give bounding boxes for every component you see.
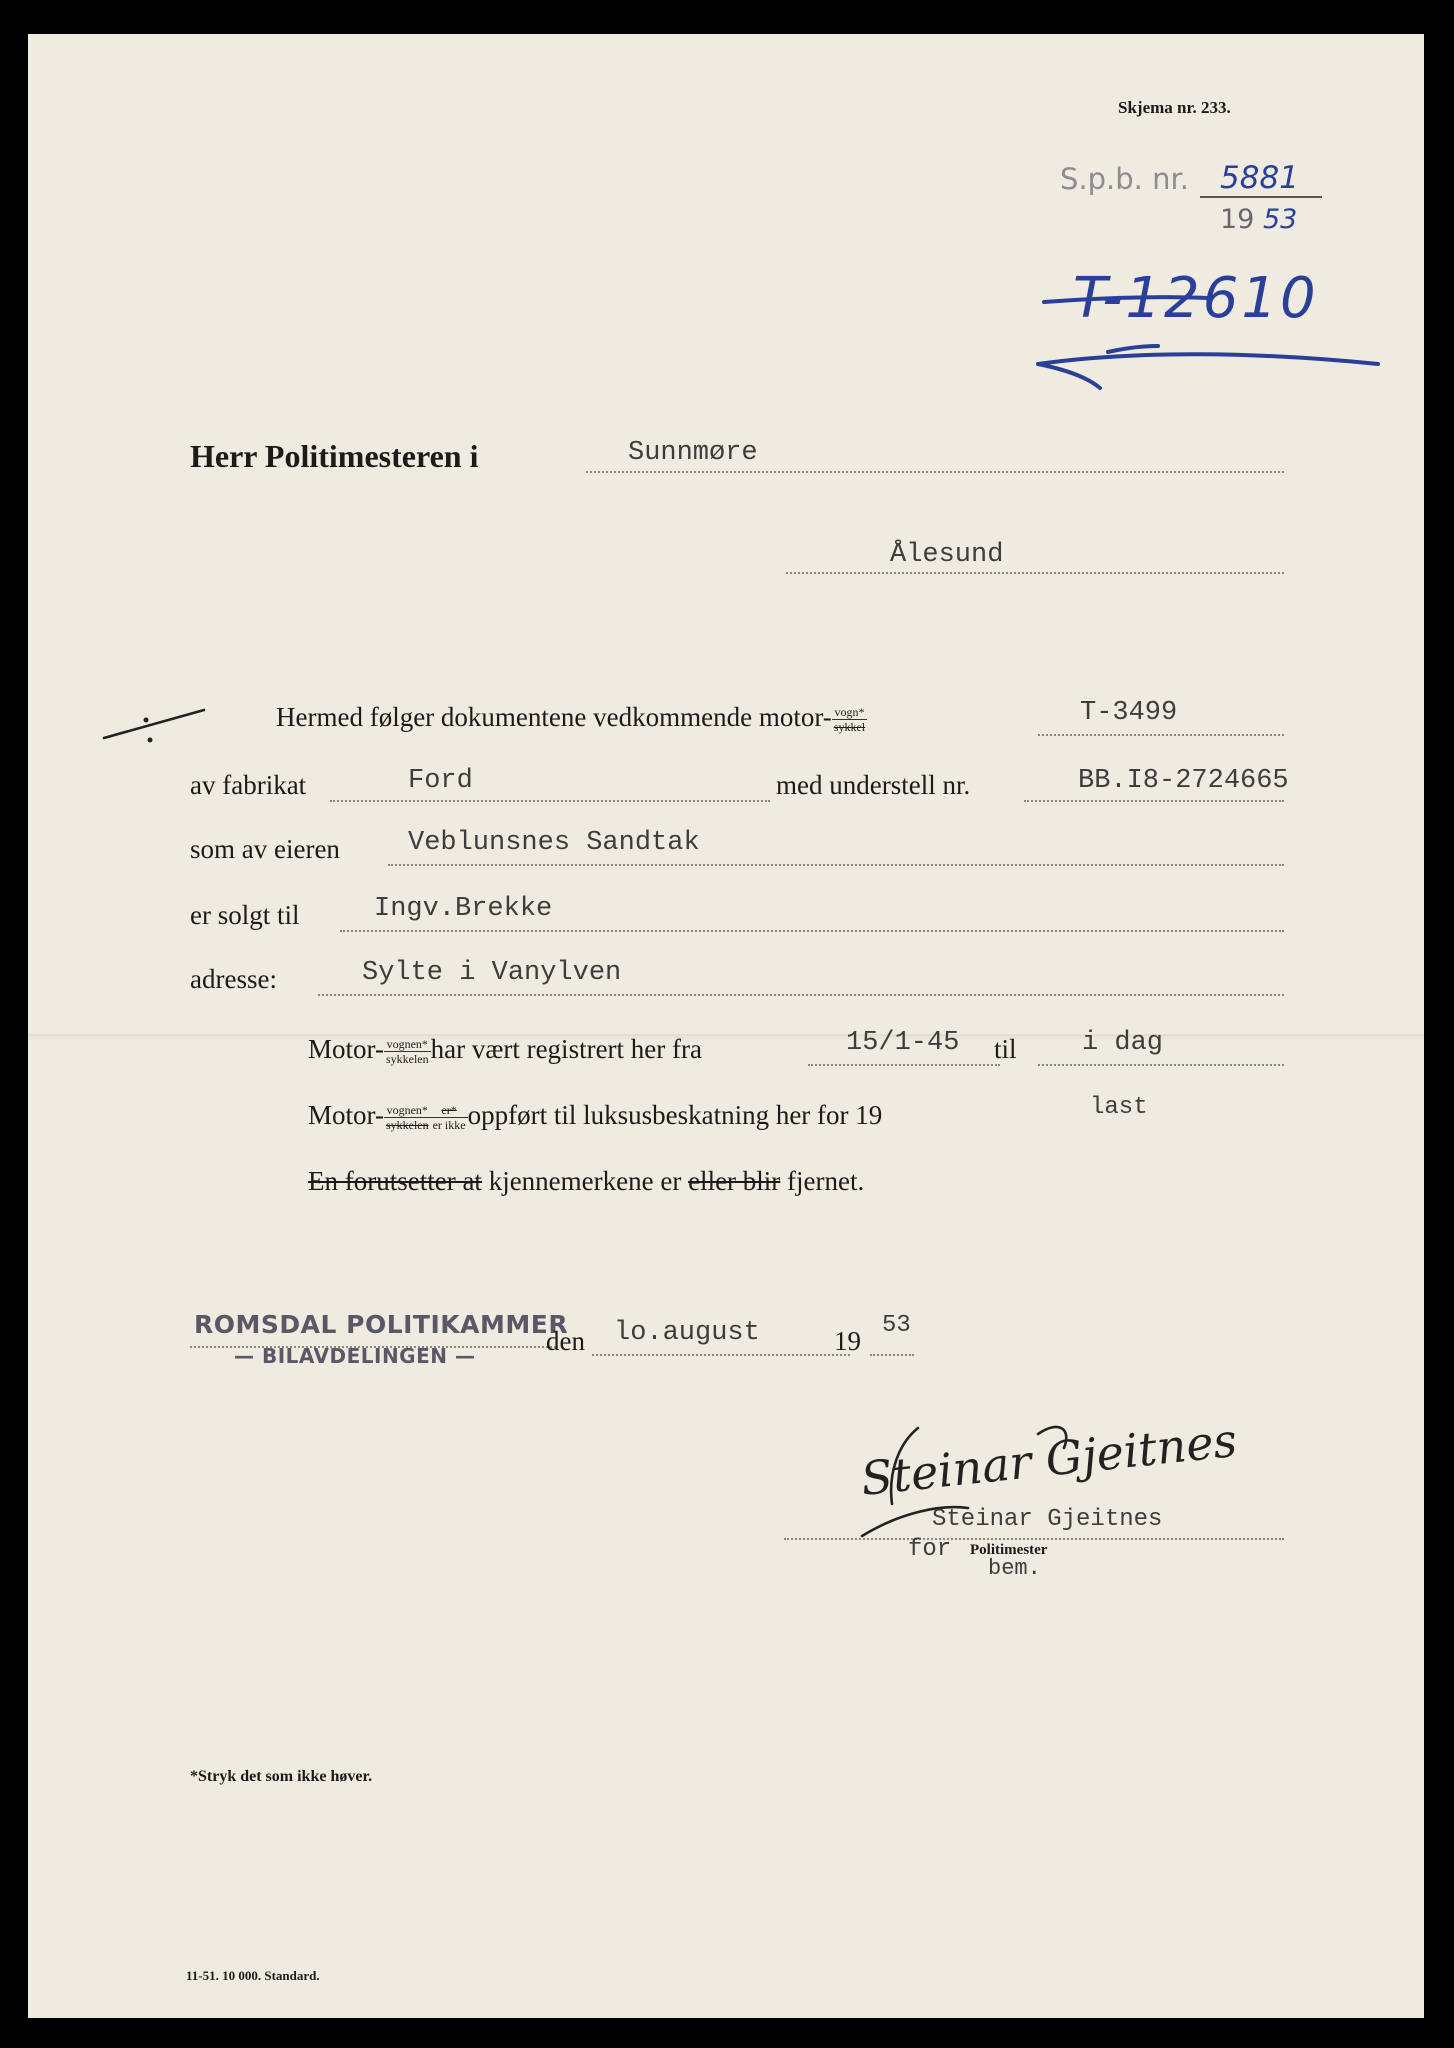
registered-line [308,1034,702,1066]
intro-frac-top: vogn* [832,705,867,720]
registration-line [1038,734,1284,736]
spb-year-prefix: 19 [1220,204,1255,235]
plates-text-2: fjernet. [787,1166,865,1196]
spb-number: 5881 [1220,160,1299,196]
luxury-year: last [1090,1094,1148,1121]
buyer-line [340,930,1284,932]
understell-line [1024,800,1284,802]
luxury-frac2-bottom: er ikke [432,1118,466,1133]
registered-text: har vært registrert her fra [430,1034,702,1064]
intro-text: Hermed følger dokumentene vedkommende motor- [276,702,832,732]
for-typed: for [908,1536,952,1563]
registered-to-value: i dag [1082,1028,1164,1058]
year-suffix: 53 [882,1312,911,1339]
registered-to-line [1038,1064,1284,1066]
luxury-line [308,1100,882,1132]
footnote: *Stryk det som ikke høver. [190,1768,373,1785]
luxury-frac2-top: er* [431,1103,468,1118]
fabrikat-line [330,800,770,802]
plates-line [308,1166,864,1197]
margin-mark [100,694,210,754]
luxury-prefix: Motor- [308,1100,384,1130]
luxury-text: oppført til luksusbeskatning her for 19 [467,1100,883,1130]
luxury-frac1-bottom: sykkelen [385,1118,429,1133]
understell-label: med understell nr. [776,770,971,800]
registered-from-line [808,1064,1000,1066]
registered-fraction [384,1037,431,1066]
year-prefix: 19 [834,1326,861,1356]
handwritten-reference: T-12610 [1073,266,1319,331]
date-line [592,1354,850,1356]
signer-typed: Steinar Gjeitnes [932,1506,1163,1533]
registered-frac-bottom: sykkelen [385,1052,429,1067]
owner-value: Veblunsnes Sandtak [408,828,700,858]
address-line [318,994,1284,996]
print-info: 11-51. 10 000. Standard. [186,1968,320,1983]
plates-struck-intro: En forutsetter at [308,1166,482,1196]
spb-number-line [1200,196,1322,198]
form-number: Skjema nr. 233. [1118,98,1231,117]
district-value: Sunnmøre [628,438,758,468]
spb-year-suffix: 53 [1262,204,1298,235]
luxury-fraction-status [431,1103,468,1132]
year-line [870,1354,914,1356]
registered-til: til [994,1034,1017,1064]
place-line [190,1346,556,1348]
district-line [586,471,1284,473]
stamp-line-2: — BILAVDELINGEN — [234,1344,476,1368]
city-line [786,572,1284,574]
address-label: adresse: [190,964,277,994]
city-value: Ålesund [890,540,1004,570]
owner-label: som av eieren [190,834,340,864]
form-paper [28,34,1424,2018]
plates-struck-option: eller blir [688,1166,781,1196]
understell-value: BB.I8-2724665 [1078,766,1289,796]
luxury-fraction-vehicle [384,1103,431,1132]
spb-label: S.p.b. nr. [1060,162,1189,196]
luxury-frac1-top: vognen* [384,1103,431,1118]
intro-fraction [832,705,867,734]
paper-fold [28,1034,1424,1040]
plates-text-1: kjennemerkene er [488,1166,682,1196]
registered-from-value: 15/1-45 [846,1028,960,1058]
owner-line [388,864,1284,866]
registration-value: T-3499 [1080,698,1178,728]
fabrikat-value: Ford [408,766,473,796]
signature: Steinar Gjeitnes [858,1412,1240,1506]
registered-frac-top: vognen* [384,1037,431,1052]
address-value: Sylte i Vanylven [362,958,622,988]
buyer-value: Ingv.Brekke [374,894,553,924]
registered-prefix: Motor- [308,1034,384,1064]
addressee-label: Herr Politimesteren i [190,438,479,474]
title-small: Politimester [970,1542,1048,1558]
fabrikat-label: av fabrikat [190,770,307,800]
intro-frac-bottom: sykkel [833,720,866,735]
intro-line [276,702,867,734]
date-label: den [546,1326,585,1356]
bem-typed: bem. [988,1556,1041,1581]
handwritten-underline-marks [1008,254,1424,414]
buyer-label: er solgt til [190,900,300,930]
stamp-line-1: ROMSDAL POLITIKAMMER [194,1310,569,1339]
date-value: lo.august [614,1318,760,1348]
signature-line [784,1538,1284,1540]
